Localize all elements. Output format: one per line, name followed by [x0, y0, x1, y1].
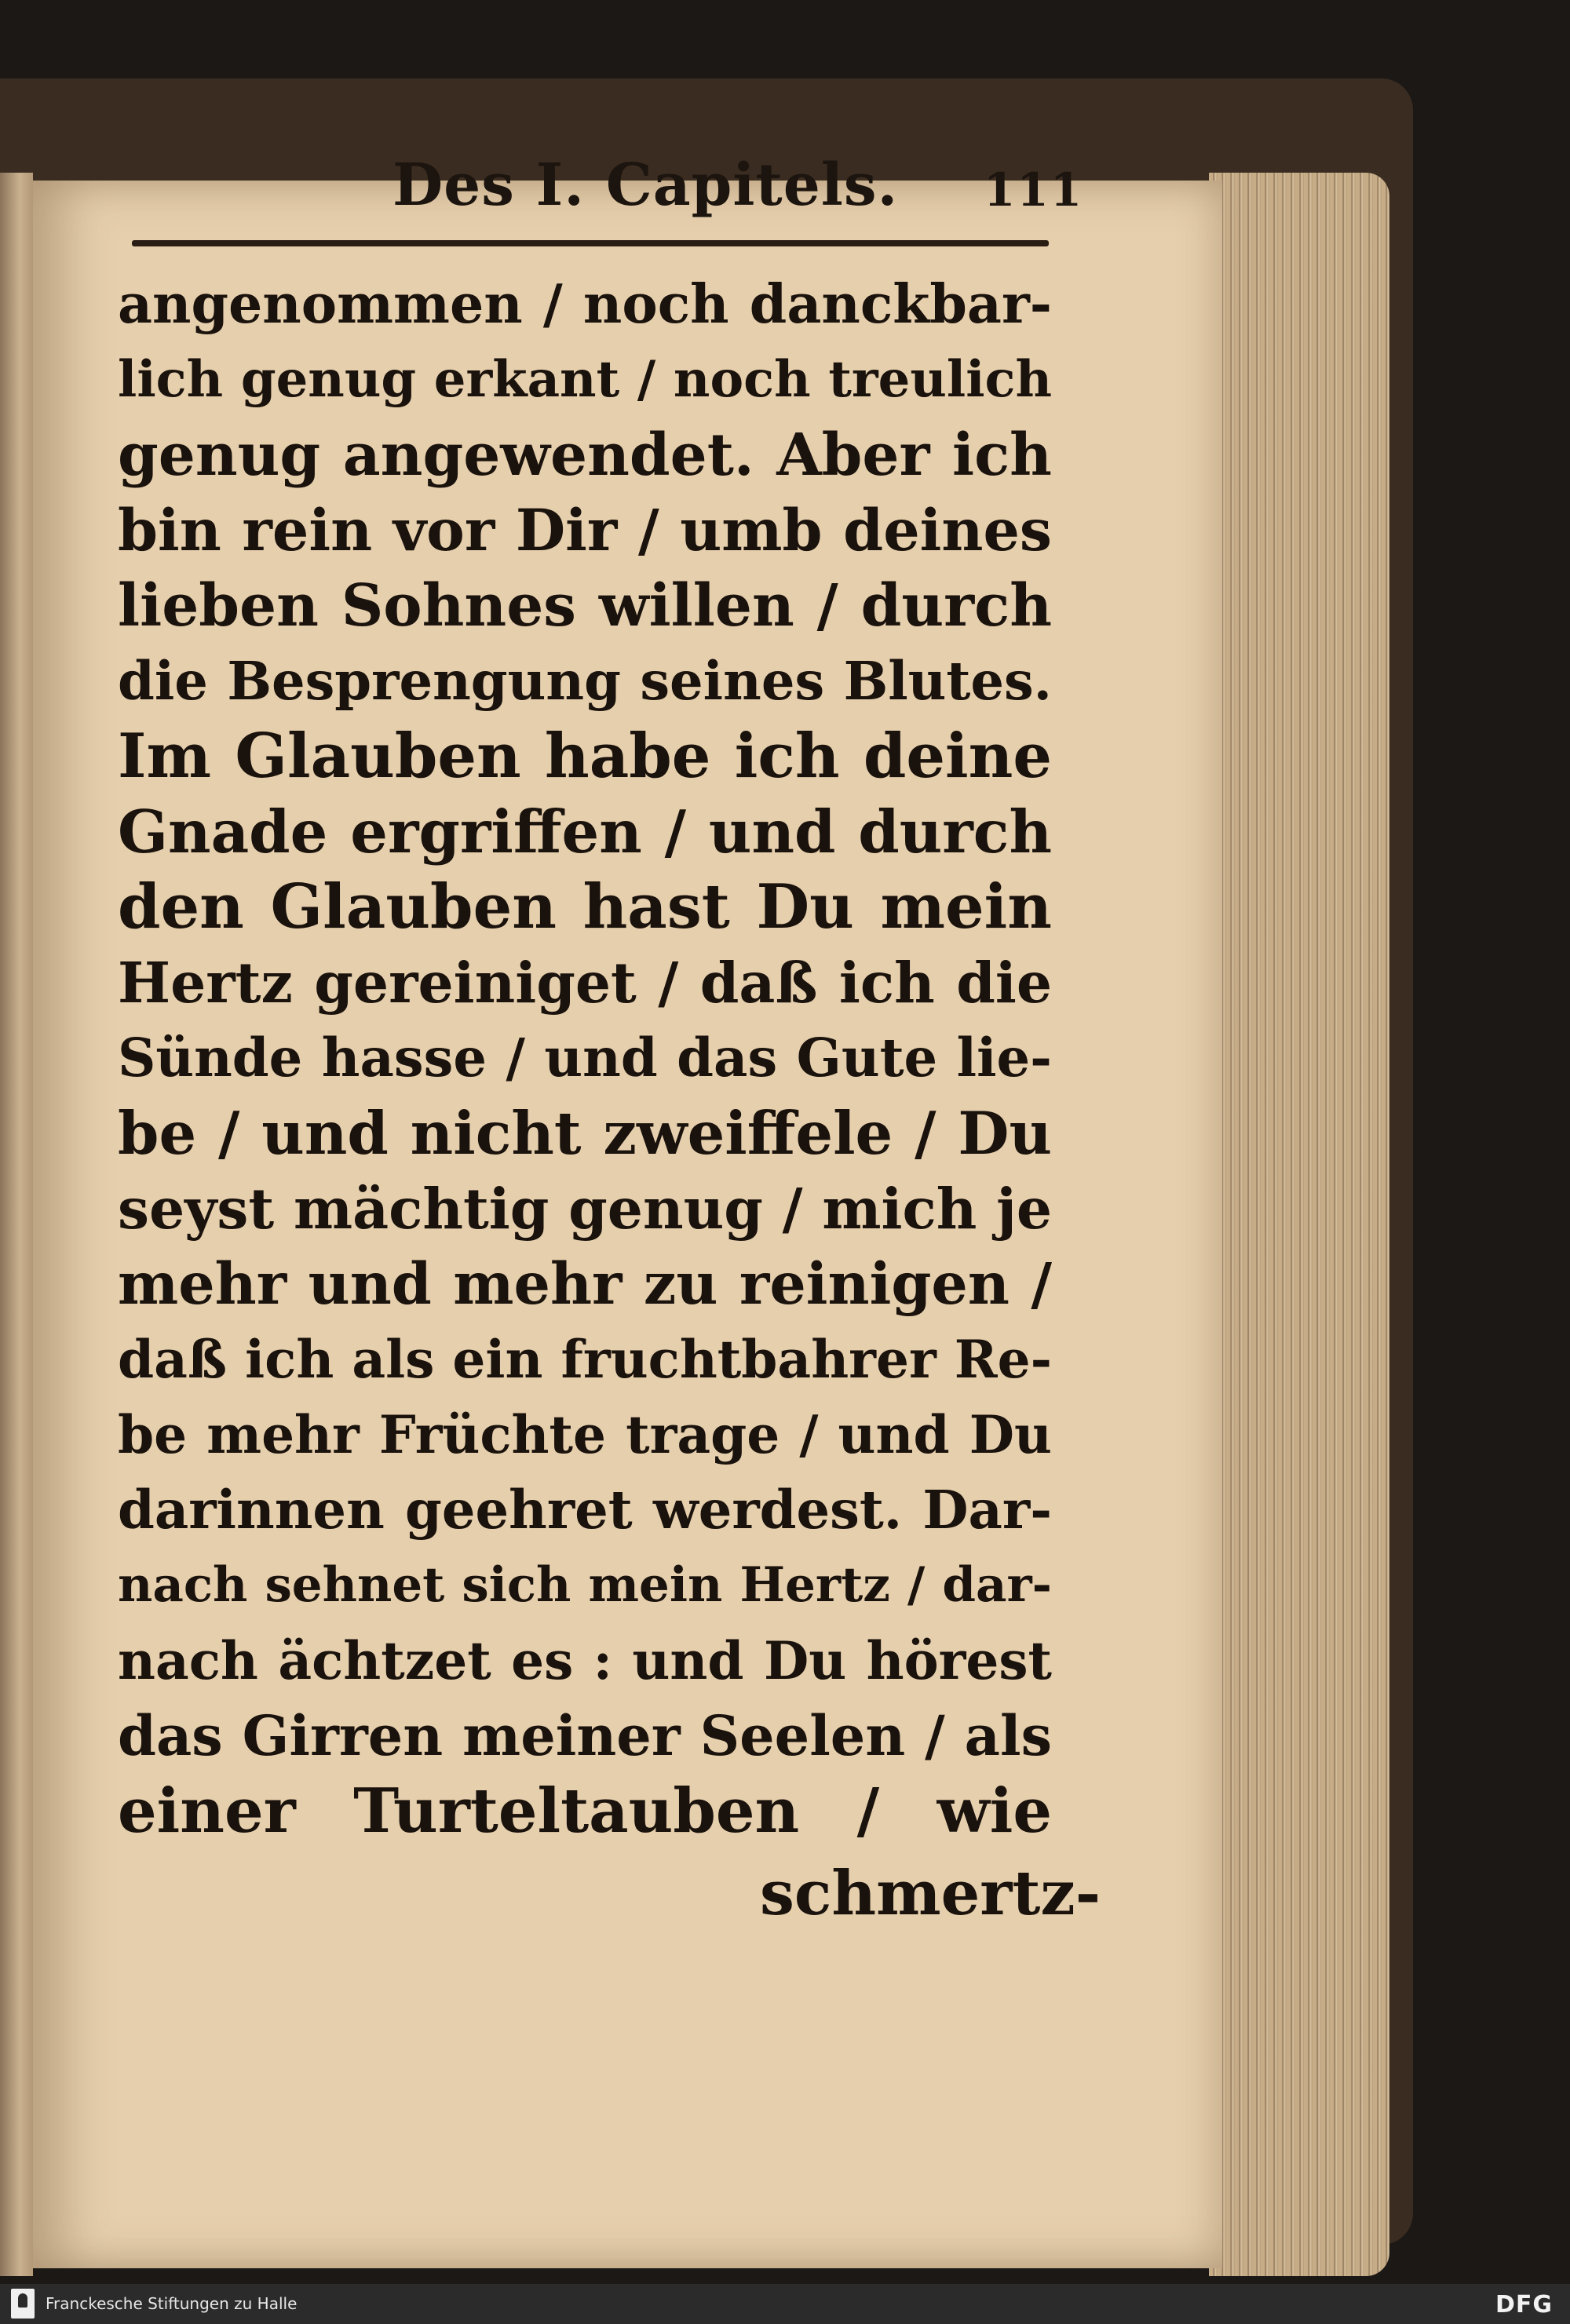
text-line: lieben Sohnes willen / durch	[118, 572, 1052, 640]
text-line: nach ächtzet es : und Du hörest	[118, 1630, 1052, 1691]
running-head: Des I. Capitels.	[392, 151, 899, 219]
text-line: mehr und mehr zu reinigen /	[118, 1250, 1052, 1318]
text-line: einer Turteltauben / wie	[118, 1775, 1052, 1847]
dfg-logo: DFG	[1495, 2291, 1553, 2319]
text-line: das Girren meiner Seelen / als	[118, 1703, 1052, 1768]
text-line: angenommen / noch danckbar-	[118, 273, 1052, 336]
text-line: lich genug erkant / noch treulich	[118, 350, 1052, 409]
foundation-logo-icon	[11, 2289, 35, 2319]
page-edges	[1209, 173, 1389, 2276]
text-line: nach sehnet sich mein Hertz / dar-	[118, 1557, 1052, 1613]
text-line: Im Glauben habe ich deine	[118, 721, 1052, 792]
text-line: bin rein vor Dir / umb deines	[118, 497, 1052, 564]
page-number: 111	[984, 163, 1084, 217]
text-line: daß ich als ein fruchtbahrer Re-	[118, 1329, 1052, 1390]
text-line: seyst mächtig genug / mich je	[118, 1176, 1052, 1242]
text-line: genug angewendet. Aber ich	[118, 421, 1052, 489]
text-line: die Besprengung seines Blutes.	[118, 650, 1052, 712]
text-line: Hertz gereiniget / daß ich die	[118, 950, 1052, 1016]
footer-institution: Franckesche Stiftungen zu Halle	[46, 2294, 298, 2313]
facing-page-edge	[0, 173, 33, 2276]
text-line: Sünde hasse / und das Gute lie-	[118, 1027, 1052, 1089]
text-line: be mehr Früchte trage / und Du	[118, 1404, 1052, 1465]
body-text	[118, 267, 1052, 1849]
header-rule	[132, 240, 1049, 246]
text-line: be / und nicht zweiffele / Du	[118, 1099, 1052, 1168]
text-line: Gnade ergriffen / und durch	[118, 797, 1052, 866]
text-line: den Glauben hast Du mein	[118, 871, 1052, 943]
catchword: schmertz-	[760, 1858, 1101, 1929]
text-line: darinnen geehret werdest. Dar-	[118, 1479, 1052, 1541]
footer-bar	[0, 2284, 1570, 2324]
